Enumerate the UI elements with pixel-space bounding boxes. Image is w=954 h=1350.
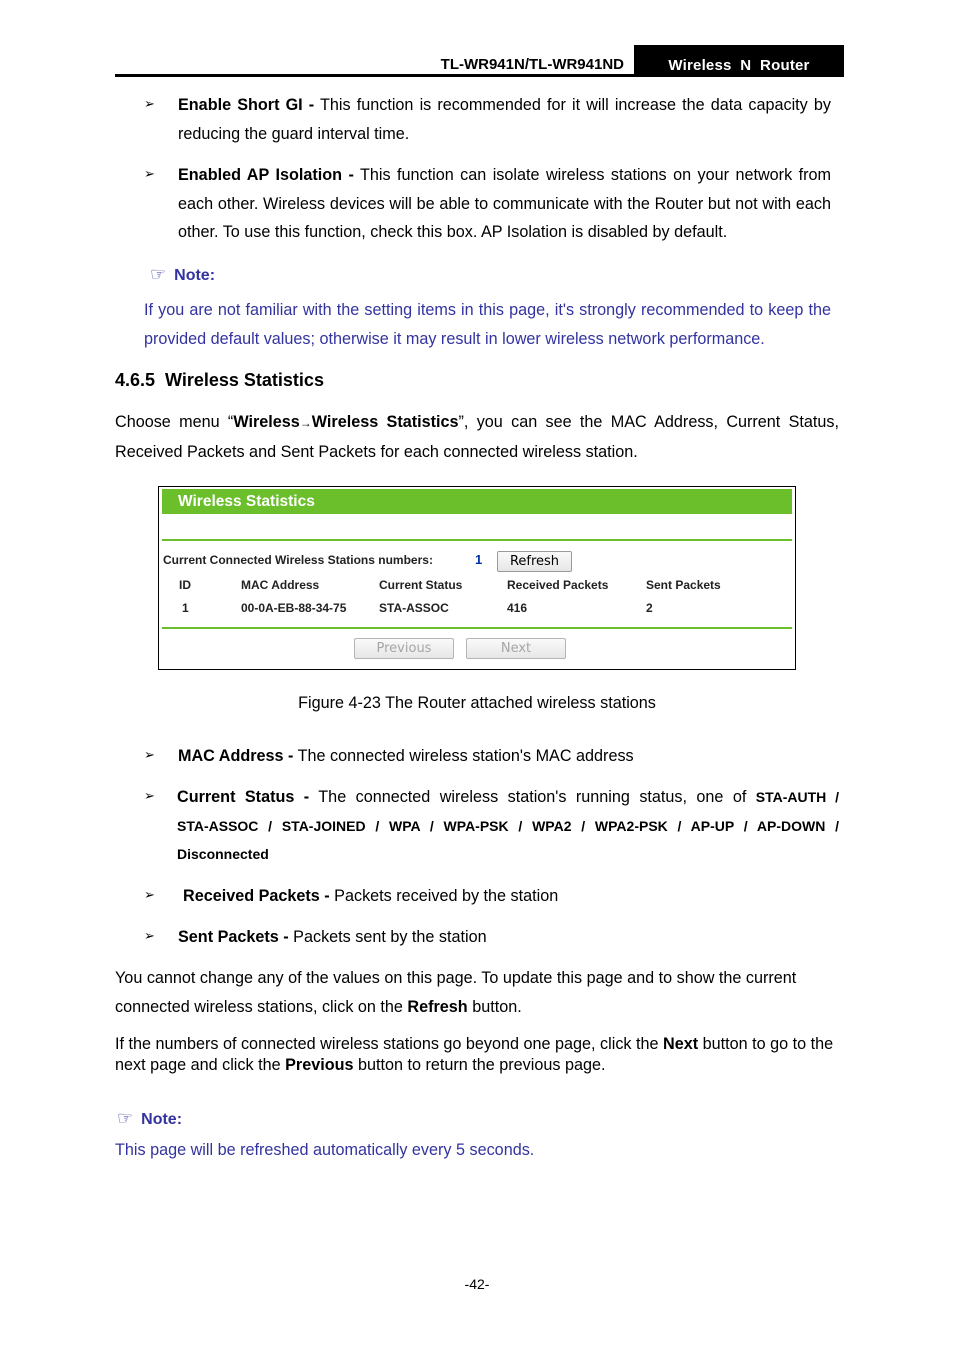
wireless-statistics-figure bbox=[158, 486, 796, 670]
bullet-term: Enabled AP Isolation - bbox=[178, 166, 354, 184]
note-title-text: Note: bbox=[141, 1111, 183, 1128]
intro-text: Choose menu “ bbox=[115, 413, 234, 431]
bullet-term: Enable Short GI - bbox=[178, 96, 315, 114]
paragraph-text: button. bbox=[467, 997, 522, 1016]
previous-button[interactable]: Previous bbox=[354, 638, 454, 659]
header-model: TL-WR941N/TL-WR941ND bbox=[440, 56, 624, 73]
bullet-text: The connected wireless station's MAC address bbox=[293, 747, 634, 765]
bullet-term: Current Status - bbox=[177, 788, 310, 806]
table-cell-received: 416 bbox=[507, 601, 528, 615]
column-header-sent: Sent Packets bbox=[646, 578, 721, 592]
paragraph-text: If the numbers of connected wireless stations go beyond one page, click the bbox=[115, 1035, 664, 1053]
bullet-short-gi bbox=[178, 91, 831, 148]
next-button[interactable]: Next bbox=[466, 638, 566, 659]
bullet-text: Packets sent by the station bbox=[288, 928, 487, 946]
bullet-arrow-icon: ➢ bbox=[144, 96, 155, 111]
bullet-current-status bbox=[177, 783, 839, 869]
section-heading: 4.6.5 Wireless Statistics bbox=[115, 370, 324, 390]
pointing-hand-icon: ☞ bbox=[150, 264, 167, 284]
figure-title: Wireless Statistics bbox=[162, 489, 792, 514]
bullet-arrow-icon: ➢ bbox=[144, 928, 155, 943]
table-cell-sent: 2 bbox=[646, 601, 653, 615]
station-count-value: 1 bbox=[475, 552, 483, 567]
bullet-arrow-icon: ➢ bbox=[144, 788, 155, 803]
status-values: STA-AUTH / STA-ASSOC / STA-JOINED / WPA / WPA-PSK / WPA2 / WPA2-PSK / AP-UP / AP-DOWN / Disconnected bbox=[177, 789, 839, 862]
bullet-text: This function is recommended for it will increase the data capacity by reducing the guard interval time. bbox=[178, 96, 831, 143]
note-title bbox=[150, 264, 215, 285]
intro-text: ”, you can see the MAC Address, Current Status, Received Packets and Sent Packets for each connected wireless station. bbox=[115, 413, 839, 461]
figure-caption: Figure 4-23 The Router attached wireless stations bbox=[298, 694, 656, 712]
figure-divider bbox=[162, 539, 792, 541]
bullet-sent-packets bbox=[178, 923, 831, 952]
column-header-received: Received Packets bbox=[507, 578, 609, 592]
note-title-text: Note: bbox=[174, 267, 216, 284]
bullet-arrow-icon: ➢ bbox=[144, 887, 155, 902]
station-count-label: Current Connected Wireless Stations numbers: bbox=[163, 553, 433, 567]
paragraph-bold: Previous bbox=[285, 1056, 354, 1074]
paragraph-text: button to go to the next page and click the bbox=[115, 1035, 834, 1074]
bullet-term: Received Packets - bbox=[183, 887, 330, 905]
header-rule bbox=[115, 74, 844, 77]
column-header-mac: MAC Address bbox=[241, 578, 320, 592]
paragraph-text: You cannot change any of the values on this page. To update this page and to show the current connected wireless stations, click on the bbox=[115, 969, 797, 1016]
section-intro bbox=[115, 408, 839, 466]
table-cell-status: STA-ASSOC bbox=[379, 601, 449, 615]
bullet-arrow-icon: ➢ bbox=[144, 166, 155, 181]
bullet-arrow-icon: ➢ bbox=[144, 747, 155, 762]
pointing-hand-icon: ☞ bbox=[117, 1108, 134, 1128]
bullet-term: Sent Packets - bbox=[178, 928, 289, 946]
bullet-text: Packets received by the station bbox=[329, 887, 559, 905]
note-title bbox=[117, 1108, 182, 1129]
paragraph-text: button to return the previous page. bbox=[353, 1056, 606, 1074]
bullet-mac-address bbox=[178, 742, 831, 771]
figure-divider bbox=[162, 627, 792, 629]
bullet-ap-isolation bbox=[178, 161, 831, 247]
paragraph-bold: Next bbox=[663, 1035, 699, 1053]
next-paragraph bbox=[115, 1034, 839, 1076]
bullet-text: The connected wireless station's running status, one of bbox=[309, 788, 756, 806]
note-text: If you are not familiar with the setting items in this page, it's strongly recommended to keep the provided default values; otherwise it may result in lower wireless network performance. bbox=[144, 301, 831, 348]
bullet-received-packets bbox=[183, 882, 831, 911]
column-header-status: Current Status bbox=[379, 578, 463, 592]
note-text: This page will be refreshed automatically every 5 seconds. bbox=[115, 1141, 535, 1159]
bullet-term: MAC Address - bbox=[178, 747, 294, 765]
bullet-text: This function can isolate wireless stations on your network from each other. Wireless devices will be able to communicate with the Router but not with each other. To use this function, check this box. AP Isolation is disabled by default. bbox=[178, 166, 831, 241]
refresh-paragraph bbox=[115, 964, 835, 1021]
header-product: Wireless N Router bbox=[668, 56, 810, 74]
header-product-box bbox=[634, 45, 844, 77]
paragraph-bold: Refresh bbox=[407, 997, 468, 1016]
table-cell-mac: 00-0A-EB-88-34-75 bbox=[241, 601, 347, 615]
table-cell-id: 1 bbox=[182, 601, 189, 615]
menu-wireless-statistics: Wireless Statistics bbox=[311, 413, 459, 431]
refresh-button[interactable]: Refresh bbox=[497, 551, 572, 572]
page-number: -42- bbox=[464, 1276, 490, 1292]
menu-wireless: Wireless bbox=[233, 413, 300, 431]
column-header-id: ID bbox=[179, 578, 191, 592]
menu-arrow: → bbox=[299, 416, 312, 430]
